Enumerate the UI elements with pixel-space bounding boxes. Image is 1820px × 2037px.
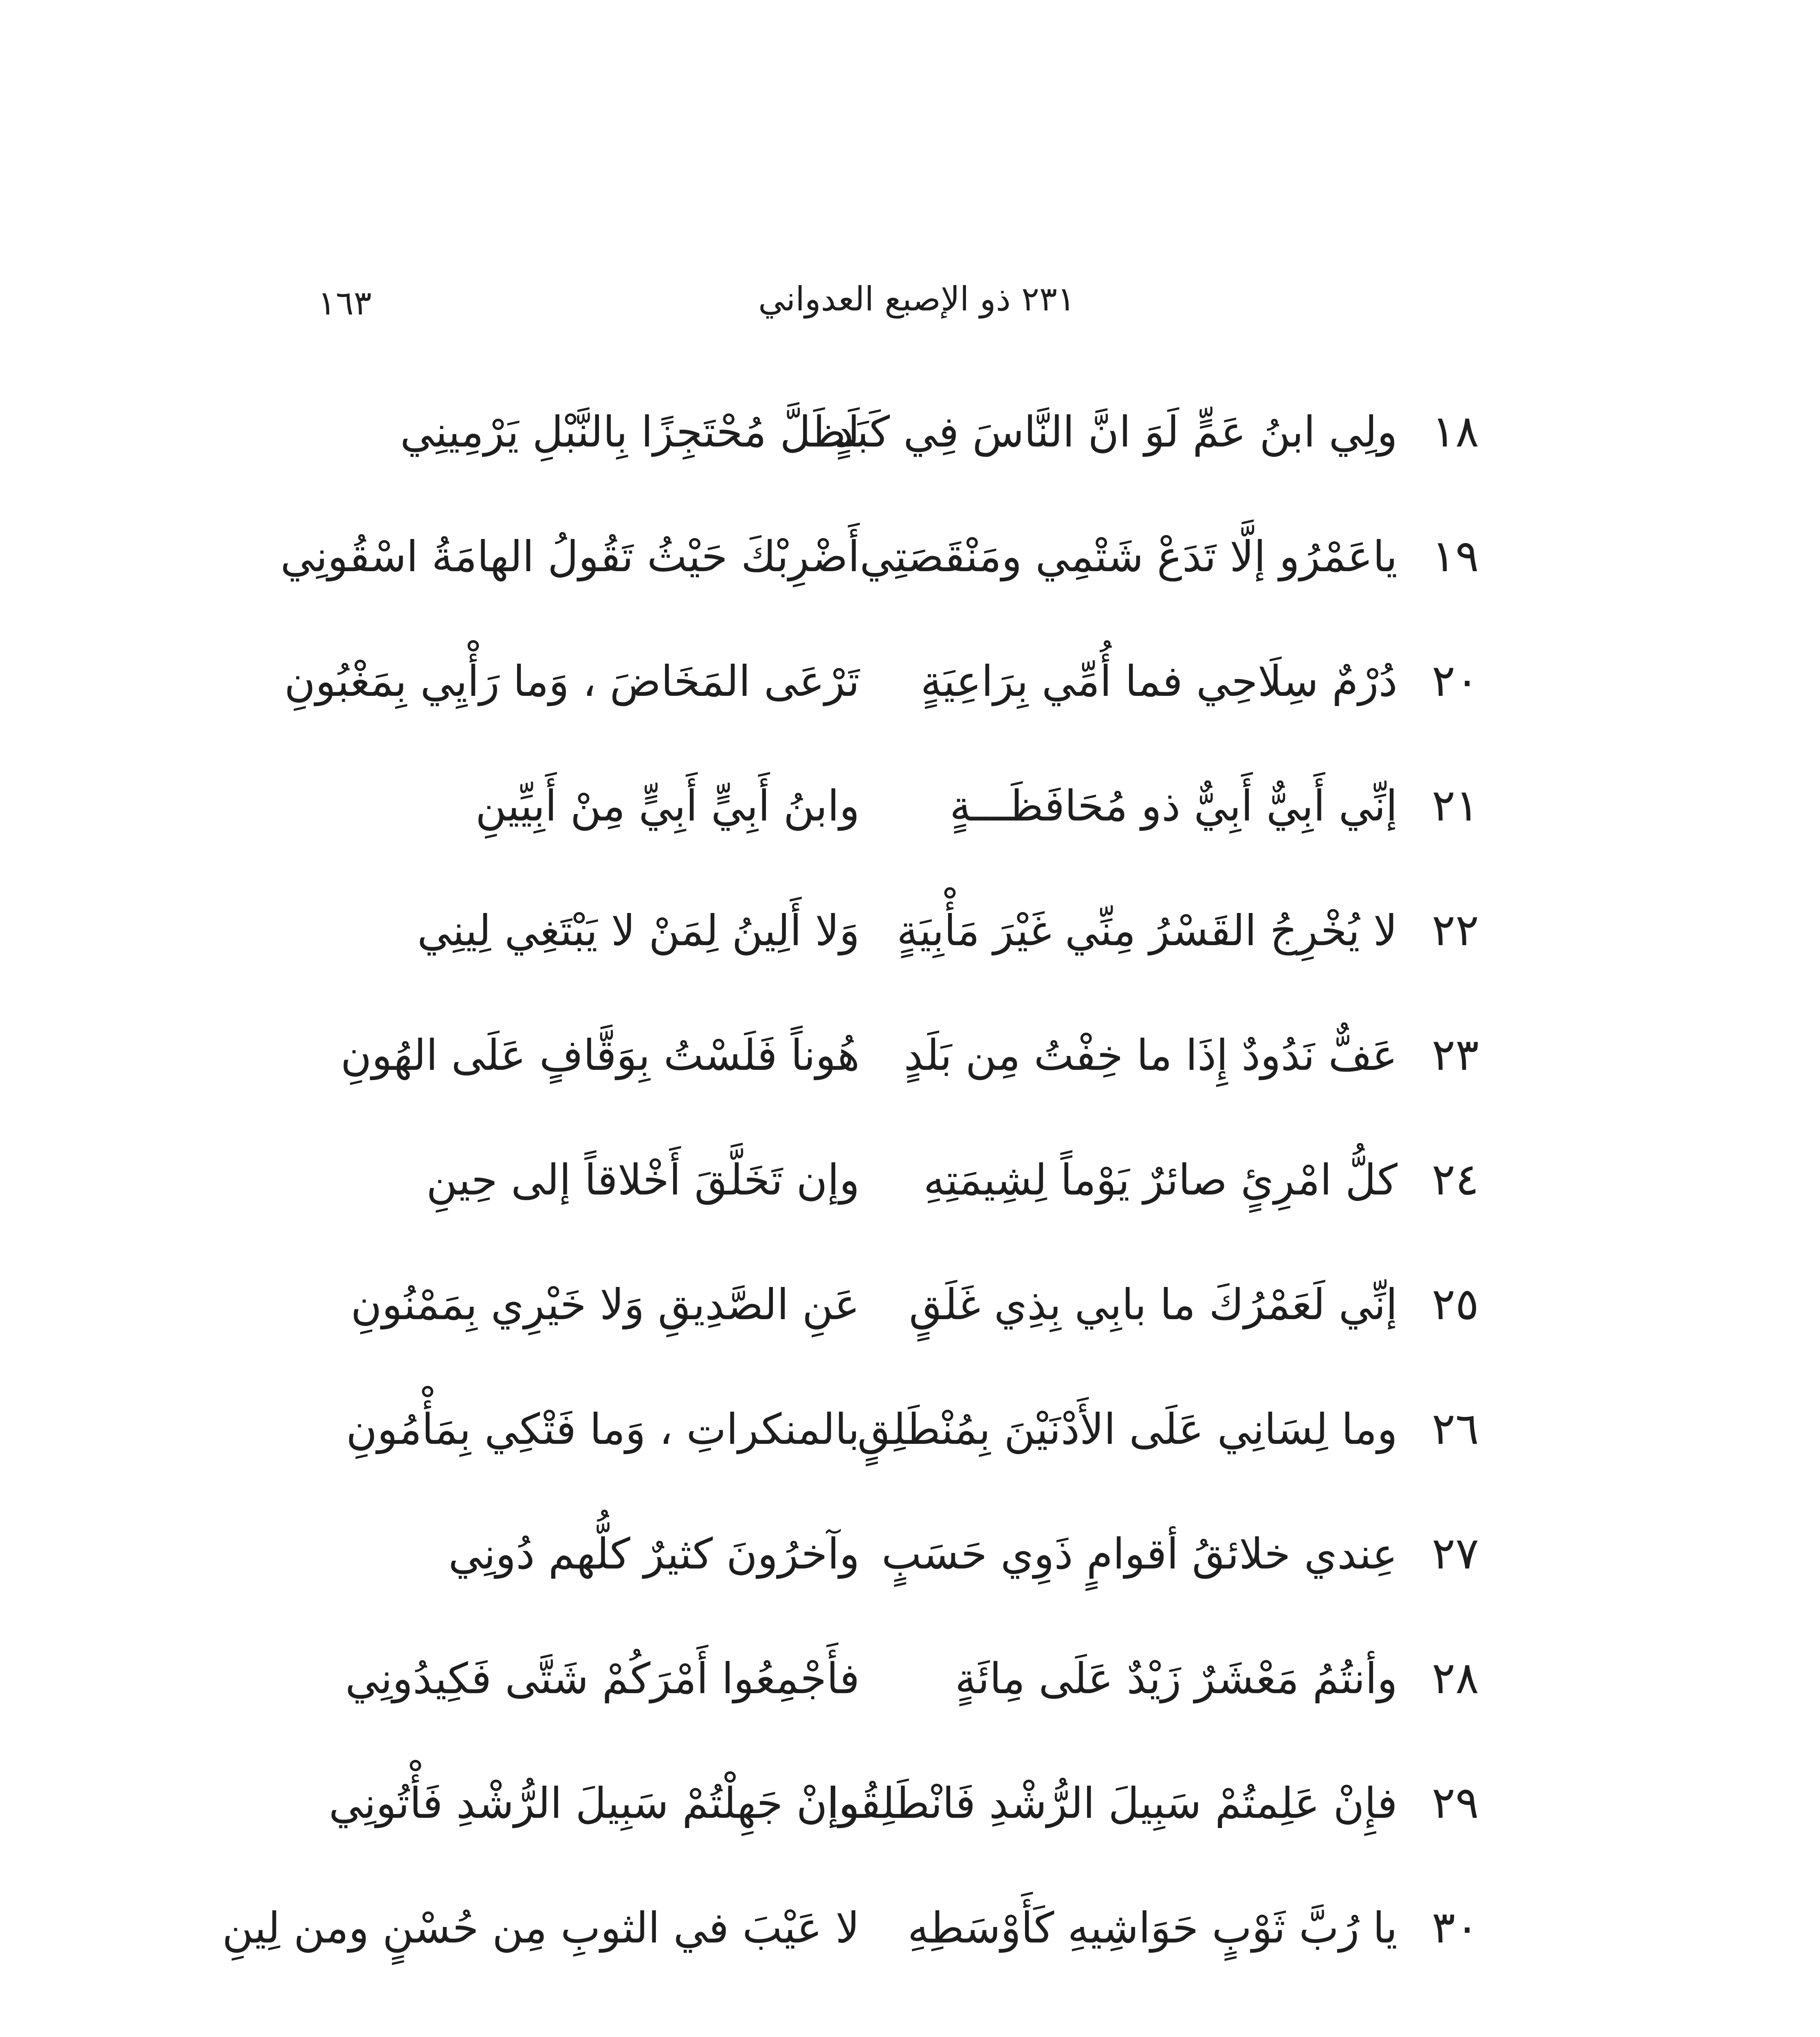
first-hemistich: لا يُخْرِجُ القَسْرُ مِنِّي غَيْرَ مَأْبِيَةٍ — [897, 906, 1397, 955]
first-hemistich: كلُّ امْرِئٍ صائرٌ يَوْماً لِشِيمَتِهِ — [923, 1155, 1397, 1205]
running-header-title: ٢٣١ ذو الإصبع العدواني — [758, 280, 1075, 319]
first-hemistich: وأنتُمُ مَعْشَرٌ زَيْدٌ عَلَى مِائَةٍ — [955, 1654, 1397, 1703]
second-hemistich: وآخرُونَ كثيرٌ كلُّهم دُونِي — [448, 1529, 860, 1579]
verse-number: ٢٥ — [1431, 1279, 1479, 1330]
verse-number: ٢٣ — [1431, 1029, 1479, 1080]
second-hemistich: وابنُ أَبِيٍّ أَبِيٍّ مِنْ أَبِيِّينِ — [475, 781, 860, 831]
verse-line — [359, 1139, 1479, 1264]
verse-number: ٢٦ — [1431, 1403, 1479, 1454]
verse-line — [284, 640, 1479, 765]
verse-line — [222, 1887, 1479, 2012]
verse-line — [359, 391, 1479, 516]
verse-number: ٣٠ — [1431, 1902, 1479, 1953]
verse-line — [328, 1762, 1479, 1887]
verse-number: ٢١ — [1431, 780, 1479, 831]
second-hemistich: وإن تَخَلَّقَ أَخْلاقاً إلى حِينِ — [426, 1155, 860, 1205]
verse-line — [359, 765, 1479, 890]
second-hemistich: تَرْعَى المَخَاضَ ، وَما رَأْيِي بِمَغْبُونِ — [284, 656, 860, 706]
first-hemistich: دُرْمٌ سِلَاحِي فما أُمِّي بِرَاعِيَةٍ — [920, 656, 1397, 706]
verse-number: ١٩ — [1431, 531, 1479, 582]
first-hemistich: إنِّي لَعَمْرُكَ ما بابِي بِذِي غَلَقٍ — [909, 1280, 1397, 1329]
second-hemistich: أَضْرِبْكَ حَيْثُ تَقُولُ الهامَةُ اسْقُونِي — [280, 532, 860, 581]
verse-number: ٢٢ — [1431, 905, 1479, 956]
first-hemistich: فإِنْ عَلِمتُمْ سَبِيلَ الرُّشْدِ فَانْطَلِقُوا — [827, 1778, 1397, 1828]
verse-line — [280, 516, 1479, 640]
first-hemistich: إنِّي أَبِيٌّ أَبِيٌّ ذو مُحَافَظَـــةٍ — [949, 781, 1397, 831]
verse-line — [345, 1638, 1479, 1762]
first-hemistich: عِندي خلائقُ أقوامٍ ذَوِي حَسَبٍ — [881, 1529, 1397, 1579]
first-hemistich: وما لِسَانِي عَلَى الأَدْنَيْنَ بِمُنْطَلِقٍ — [857, 1404, 1397, 1454]
verse-number: ٢٤ — [1431, 1154, 1479, 1205]
second-hemistich: لَظَلَّ مُحْتَجِزًا بِالنَّبْلِ يَرْمِينِي — [400, 407, 860, 457]
page-number: ١٦٣ — [318, 284, 372, 323]
verse-line — [340, 1014, 1479, 1139]
verse-line — [350, 1264, 1479, 1388]
second-hemistich: هُوناً فَلَسْتُ بِوَقَّافٍ عَلَى الهُونِ — [340, 1030, 860, 1080]
second-hemistich: وإنْ جَهِلْتُمْ سَبِيلَ الرُّشْدِ فَأْتُونِي — [328, 1778, 860, 1828]
verse-number: ٢٩ — [1431, 1777, 1479, 1828]
second-hemistich: بالمنكراتِ ، وَما فَتْكِي بِمَأْمُونِ — [346, 1404, 860, 1454]
second-hemistich: عَنِ الصَّدِيقِ وَلا خَيْرِي بِمَمْنُونِ — [350, 1280, 860, 1329]
second-hemistich: وَلا أَلِينُ لِمَنْ لا يَبْتَغِي لِينِي — [417, 906, 860, 955]
poem-verses — [222, 391, 1479, 2012]
verse-line — [359, 890, 1479, 1014]
first-hemistich: عَفٌّ نَدُودٌ إِذَا ما خِفْتُ مِن بَلَدٍ — [904, 1030, 1397, 1080]
verse-number: ٢٨ — [1431, 1653, 1479, 1704]
verse-number: ١٨ — [1431, 406, 1479, 457]
second-hemistich: لا عَيْبَ في الثوبِ مِن حُسْنٍ ومن لِينِ — [222, 1903, 860, 1953]
first-hemistich: ياعَمْرُو إلَّا تَدَعْ شَتْمِي ومَنْقَصَتِي — [860, 532, 1397, 581]
verse-number: ٢٠ — [1431, 656, 1479, 706]
first-hemistich: ولِي ابنُ عَمٍّ لَوَ انَّ النَّاسَ فِي كَبَدٍ — [834, 407, 1397, 457]
verse-number: ٢٧ — [1431, 1528, 1479, 1579]
verse-line — [359, 1513, 1479, 1638]
verse-line — [346, 1388, 1479, 1513]
first-hemistich: يا رُبَّ ثَوْبٍ حَوَاشِيهِ كَأَوْسَطِهِ — [907, 1903, 1397, 1953]
second-hemistich: فأَجْمِعُوا أَمْرَكُمْ شَتَّى فَكِيدُونِي — [345, 1654, 860, 1703]
